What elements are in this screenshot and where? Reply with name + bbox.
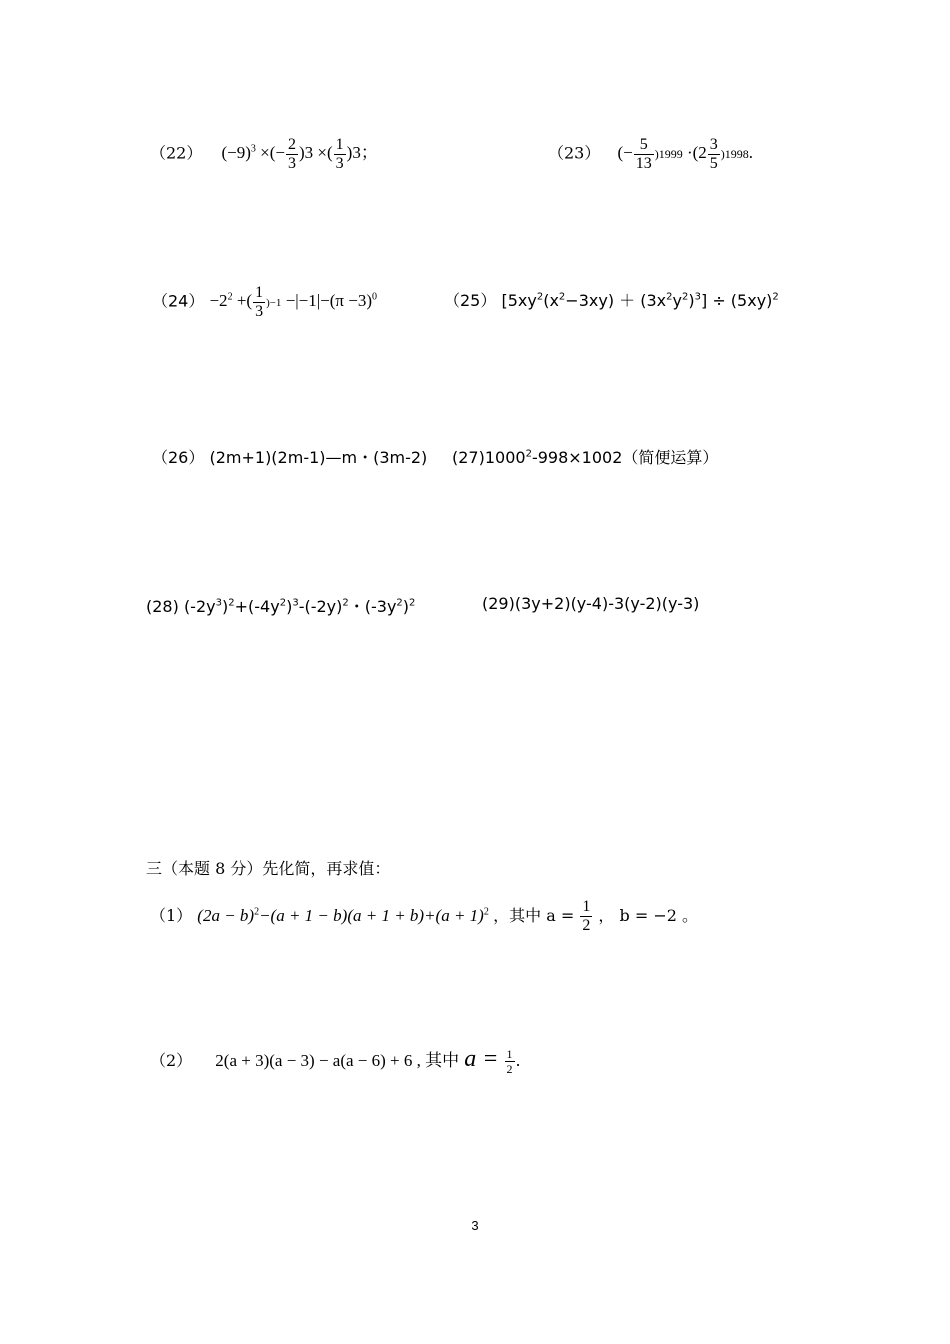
expr-part: −|−1|−(π −3) [285,291,372,311]
exponent: 3 [250,143,256,155]
expr-part: −2 [209,291,228,311]
expr-part: +( [236,291,253,311]
expr-part: )−1 [266,297,282,310]
expr-part: )3 [346,143,361,163]
page-number: 3 [471,1218,479,1233]
fraction: $\frac{5}{13}$ [635,136,652,172]
problem-label: （25） [444,291,497,310]
problem-label: （22） [150,143,203,163]
section-heading: 三（本题 8 分）先化简，再求值： [146,859,391,878]
expr: (3y+2)(y-4)-3(y-2)(y-3) [514,594,700,613]
fraction: $\frac{3}{5}$ [709,136,718,172]
expr-part: ； [360,143,378,163]
problem-24 [152,284,377,321]
problem-27: $(27)1000^2-998\times 1002$（简便运算） [452,448,719,467]
fraction: $\frac{2}{3}$ [287,136,296,172]
expr-part: ×( [317,143,333,163]
problem-label: （23） [548,143,601,163]
expr-part: )1998 [720,147,749,162]
problem-22 [150,136,378,173]
exponent: 0 [372,291,377,303]
expr-part: )1999 [654,147,683,162]
problem-label: (27) [452,448,485,467]
question-label: （1） [150,906,193,925]
question-label: （2） [150,1051,193,1070]
expr: (2m+1)(2m-1)—m・(3m-2) [209,448,428,467]
expr-part: ·(2 [686,143,707,163]
fraction: $\frac{1}{2}$ [582,898,591,934]
section3-question-1: （1） $(2a - b)^2-(a + 1 - b)(a + 1 + b)+(a + 1)^2$ ，其中 a = $\frac{1}{2}$ ， b = −2 。 [150,898,699,934]
problem-26 [152,445,427,468]
exponent: 2 [227,291,233,303]
expr-part: )3 [298,143,314,163]
problem-label: （24） [152,291,205,311]
expr-part: ×(− [260,143,285,163]
problem-label: (28) [146,597,179,616]
fraction: $\frac{1}{2}$ [506,1047,513,1076]
problem-29 [482,594,699,613]
expr-part: . [748,143,754,163]
problem-28: (28) $(-2y^3)^2+(-4y^2)^3-(-2y)^2$・$(-3y^2)^2$ [146,597,416,616]
fraction: $\frac{1}{3}$ [255,284,264,320]
problem-25: （25） $[5xy^2(x^2-3xy) + (3x^2y^2)^3] \div (5xy)^2$ [444,291,779,310]
problem-label: (29) [482,594,515,613]
fraction: $\frac{1}{3}$ [335,136,344,172]
section3-question-2: （2） 2(a + 3)(a − 3) − a(a − 6) + 6 , 其中 a = $\frac{1}{2}$ . [150,1046,521,1076]
problem-23 [548,136,753,173]
problem-label: （26） [152,448,205,467]
expr-part: (− [617,143,633,163]
expr-part: (−9) [221,143,251,163]
